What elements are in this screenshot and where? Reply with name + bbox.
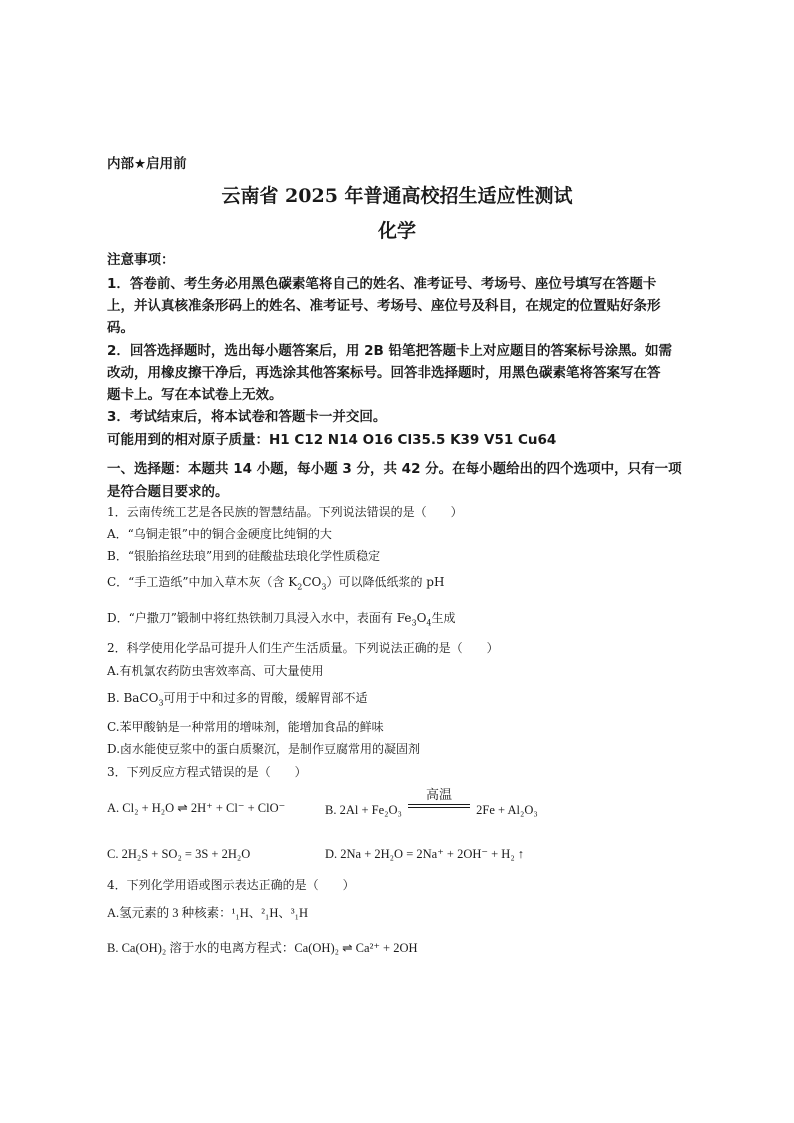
notice-line: 3．考试结束后，将本试卷和答题卡一并交回。	[107, 409, 387, 425]
notice-line: 题卡上。写在本试卷上无效。	[107, 387, 283, 403]
section-heading-cont: 是符合题目要求的。	[107, 484, 229, 500]
notice-line: 码。	[107, 320, 134, 336]
q2-option-d: D.卤水能使豆浆中的蛋白质聚沉，是制作豆腐常用的凝固剂	[107, 742, 421, 756]
q2-option-a: A.有机氯农药防虫害效率高、可大量使用	[107, 664, 324, 678]
atomic-masses: 可能用到的相对原子质量：H1 C12 N14 O16 Cl35.5 K39 V51 Cu64	[107, 432, 557, 448]
subject-title: 化学	[377, 220, 416, 242]
notice-line: 上，并认真核准条形码上的姓名、准考证号、考场号、座位号及科目，在规定的位置贴好条形	[107, 298, 661, 314]
q1-option-b: B．“银胎掐丝珐琅”用到的硅酸盐珐琅化学性质稳定	[107, 549, 381, 563]
section-heading: 一、选择题：本题共 14 小题，每小题 3 分，共 42 分。在每小题给出的四个选项中，只有一项	[107, 461, 682, 477]
q1-stem: 1．云南传统工艺是各民族的智慧结晶。下列说法错误的是（ ）	[107, 505, 463, 519]
q2-option-c: C.苯甲酸钠是一种常用的增味剂，能增加食品的鲜味	[107, 720, 384, 734]
q3-option-c: C. 2H₂S + SO₂ = 3S + 2H₂O	[107, 847, 251, 861]
confidential-label: 内部★启用前	[107, 156, 187, 172]
notice-line: 改动，用橡皮擦干净后，再选涂其他答案标号。回答非选择题时，用黑色碳素笔将答案写在答	[107, 365, 661, 381]
q1-option-c: C．“手工造纸”中加入草木灰（含 $K_2CO_3$）可以降低纸浆的 pH	[107, 575, 445, 592]
q2-option-b: B. BaCO$_3$可用于中和过多的胃酸，缓解胃部不适	[107, 691, 368, 708]
q3-option-b: B. 2Al + Fe₂O₃ 高温 2Fe + Al₂O₃	[325, 788, 538, 817]
q3-option-a: A. Cl₂ + H₂O ⇌ 2H⁺ + Cl⁻ + ClO⁻	[107, 801, 286, 815]
high-temp-arrow: 高温	[408, 800, 470, 814]
q4-option-a: A.氢元素的 3 种核素：¹₁H、²₁H、³₁H	[107, 906, 309, 920]
q2-stem: 2．科学使用化学品可提升人们生产生活质量。下列说法正确的是（ ）	[107, 641, 499, 655]
notice-line: 2．回答选择题时，选出每小题答案后，用 2B 铅笔把答题卡上对应题目的答案标号涂黑。如需	[107, 343, 672, 359]
notice-line: 1．答卷前、考生务必用黑色碳素笔将自己的姓名、准考证号、考场号、座位号填写在答题卡	[107, 276, 657, 292]
q3-option-d: D. 2Na + 2H₂O = 2Na⁺ + 2OH⁻ + H₂ ↑	[325, 847, 525, 861]
q3-stem: 3．下列反应方程式错误的是（ ）	[107, 765, 307, 779]
q4-stem: 4．下列化学用语或图示表达正确的是（ ）	[107, 878, 355, 892]
q4-option-b: B. Ca(OH)₂ 溶于水的电离方程式：Ca(OH)₂ ⇌ Ca²⁺ + 2OH	[107, 941, 418, 955]
q1-option-d: D．“户撒刀”锻制中将红热铁制刀具浸入水中，表面有 $Fe_3O_4$生成	[107, 611, 456, 628]
exam-title: 云南省 2025 年普通高校招生适应性测试	[221, 185, 573, 207]
notice-heading: 注意事项：	[107, 252, 175, 268]
q1-option-a: A．“乌铜走银”中的铜合金硬度比纯铜的大	[107, 527, 332, 541]
